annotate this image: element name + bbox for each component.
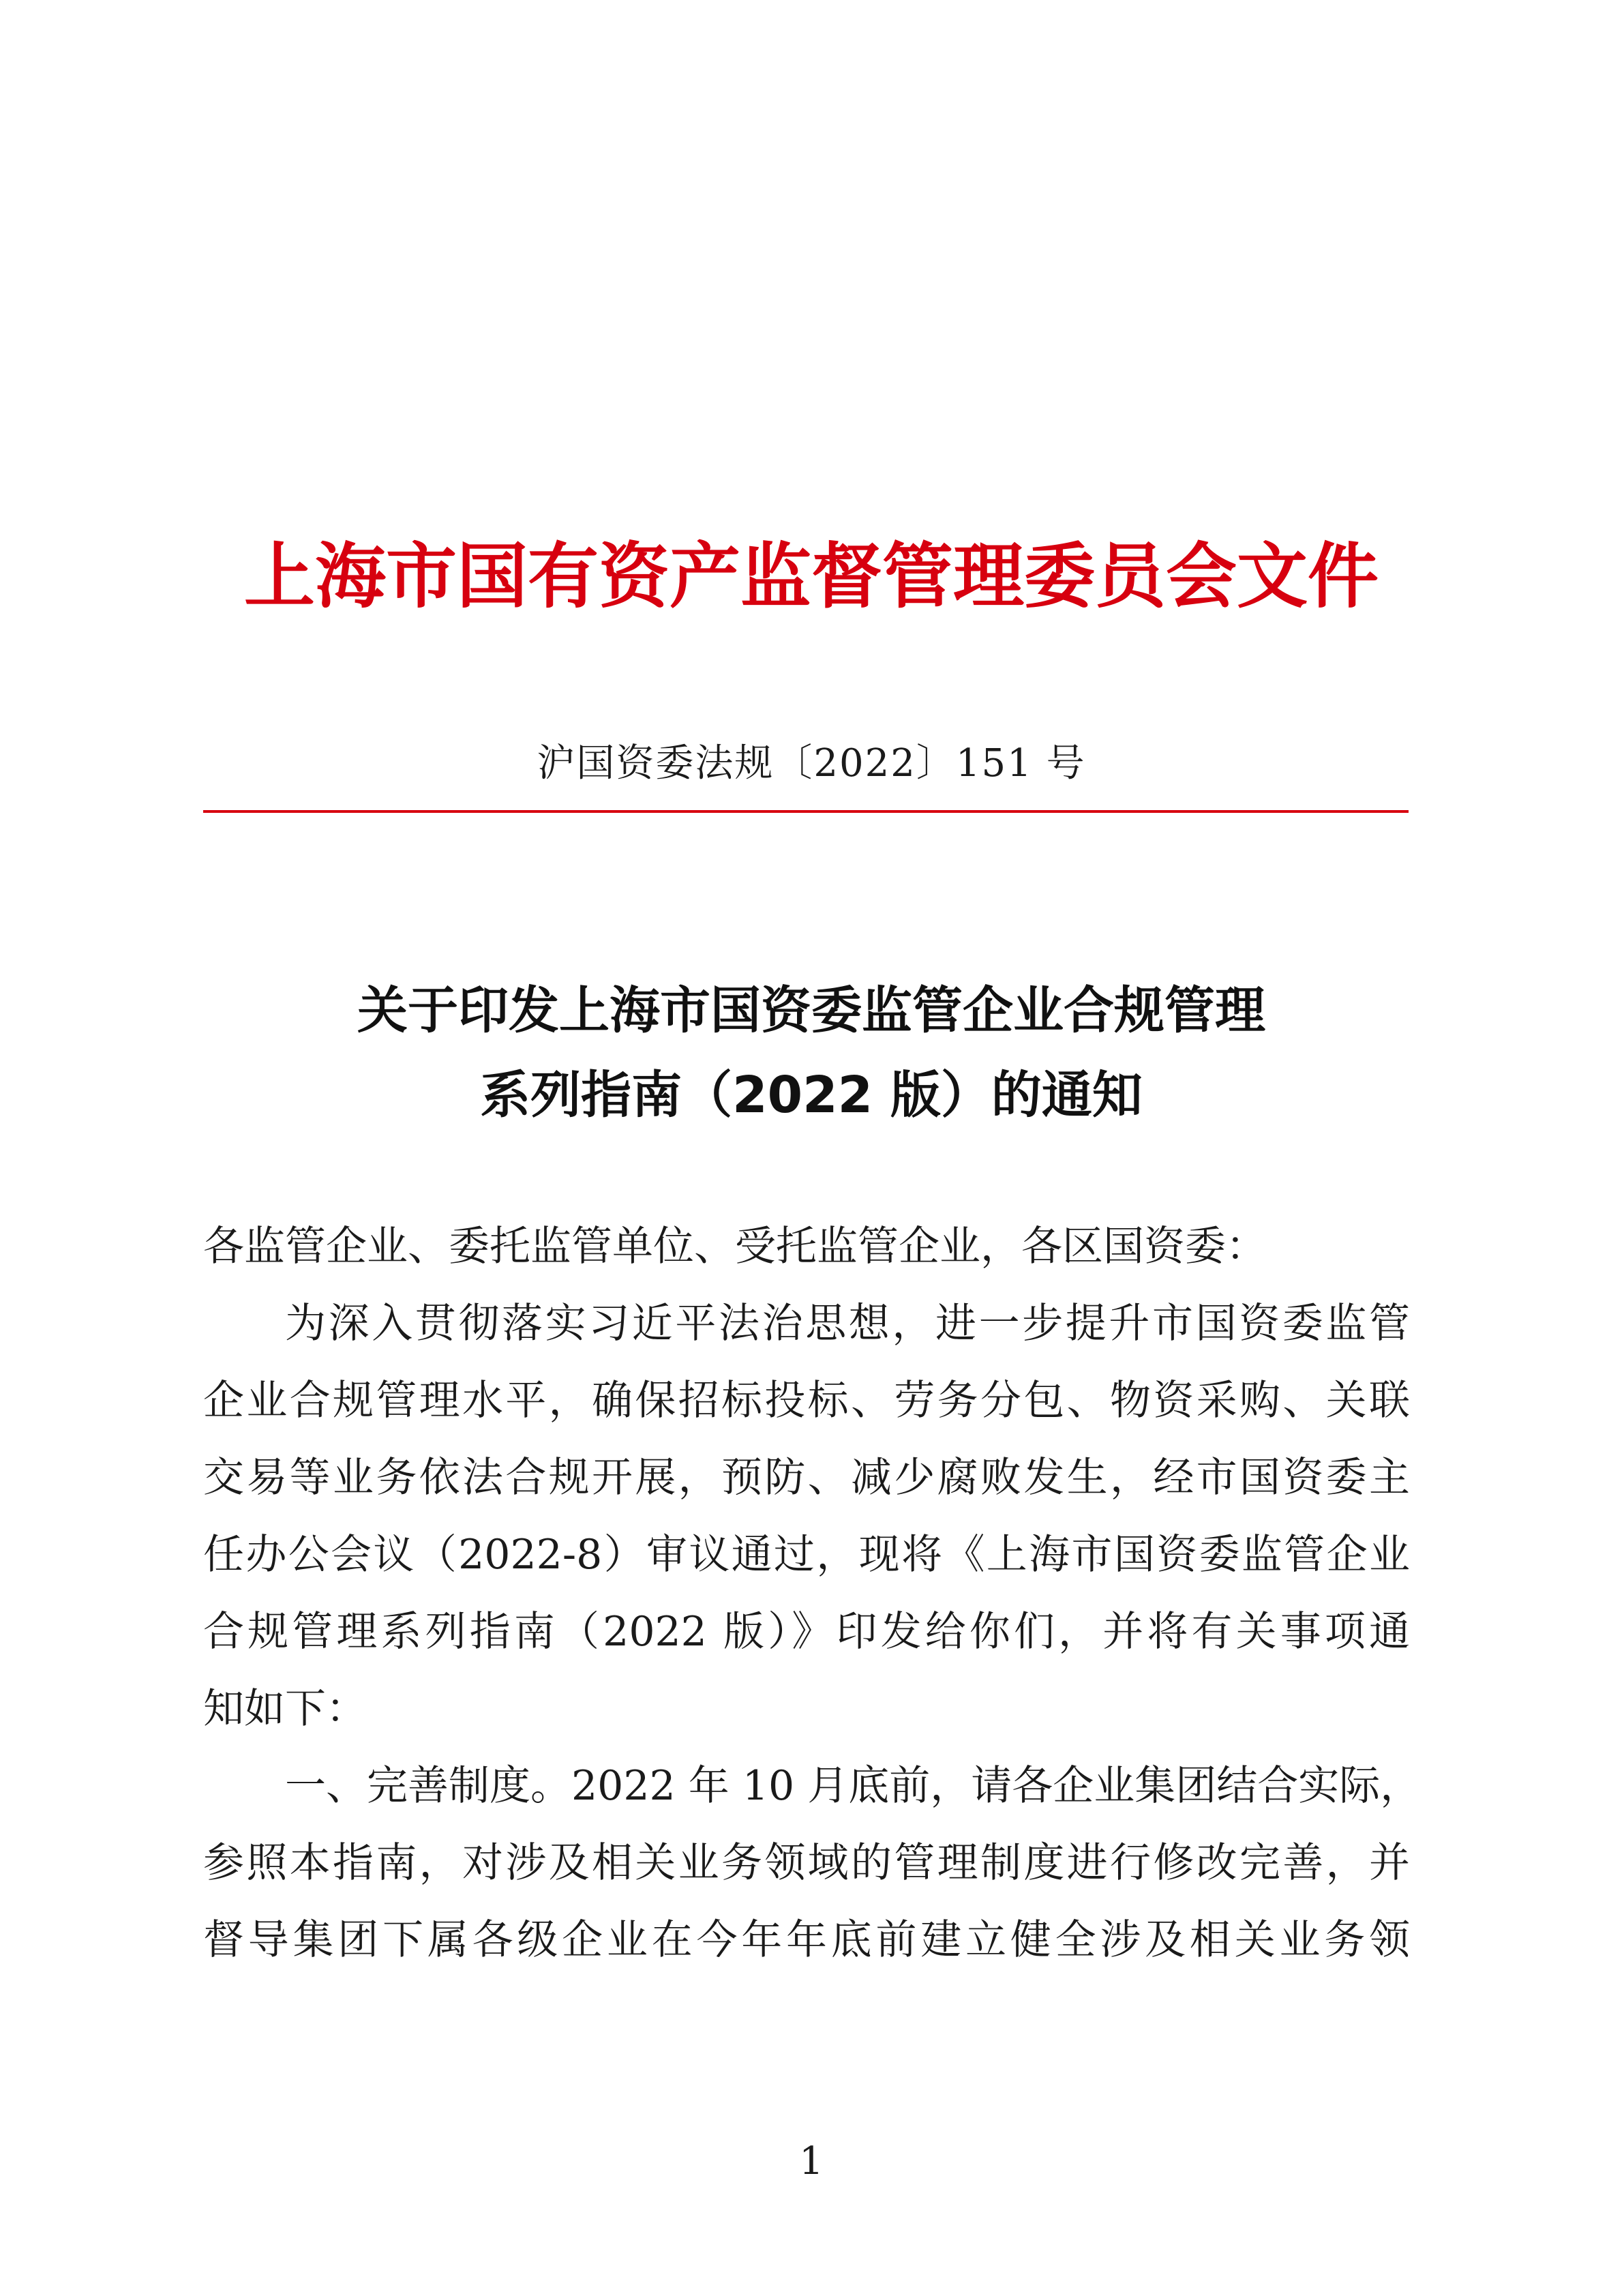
body-line: 督导集团下属各级企业在今年年底前建立健全涉及相关业务领	[203, 1916, 1410, 1964]
body-line: 任办公会议（2022-8）审议通过，现将《上海市国资委监管企业	[203, 1531, 1410, 1579]
title-line-2: 系列指南（2022 版）的通知	[480, 1066, 1143, 1124]
body-line: 参照本指南，对涉及相关业务领域的管理制度进行修改完善，并	[203, 1839, 1410, 1887]
title-line-1: 关于印发上海市国资委监管企业合规管理	[357, 981, 1265, 1040]
body-line: 一、完善制度。2022 年 10 月底前，请各企业集团结合实际，	[285, 1762, 1422, 1810]
page-number: 1	[799, 2139, 824, 2183]
document-number: 沪国资委法规〔2022〕151 号	[537, 741, 1086, 786]
document-masthead: 上海市国有资产监督管理委员会文件	[243, 535, 1379, 618]
body-line: 知如下：	[203, 1685, 367, 1733]
body-line-addressee: 各监管企业、委托监管单位、受托监管企业，各区国资委：	[203, 1223, 1267, 1270]
notice-title	[198, 968, 1425, 1137]
body-line: 企业合规管理水平，确保招标投标、劳务分包、物资采购、关联	[203, 1377, 1410, 1425]
body-line: 为深入贯彻落实习近平法治思想，进一步提升市国资委监管	[285, 1300, 1410, 1347]
body-line: 合规管理系列指南（2022 版）》印发给你们，并将有关事项通	[203, 1608, 1410, 1656]
body-line: 交易等业务依法合规开展，预防、减少腐败发生，经市国资委主	[203, 1454, 1410, 1502]
notice-body	[203, 1208, 1422, 1979]
red-divider-line	[203, 810, 1409, 813]
